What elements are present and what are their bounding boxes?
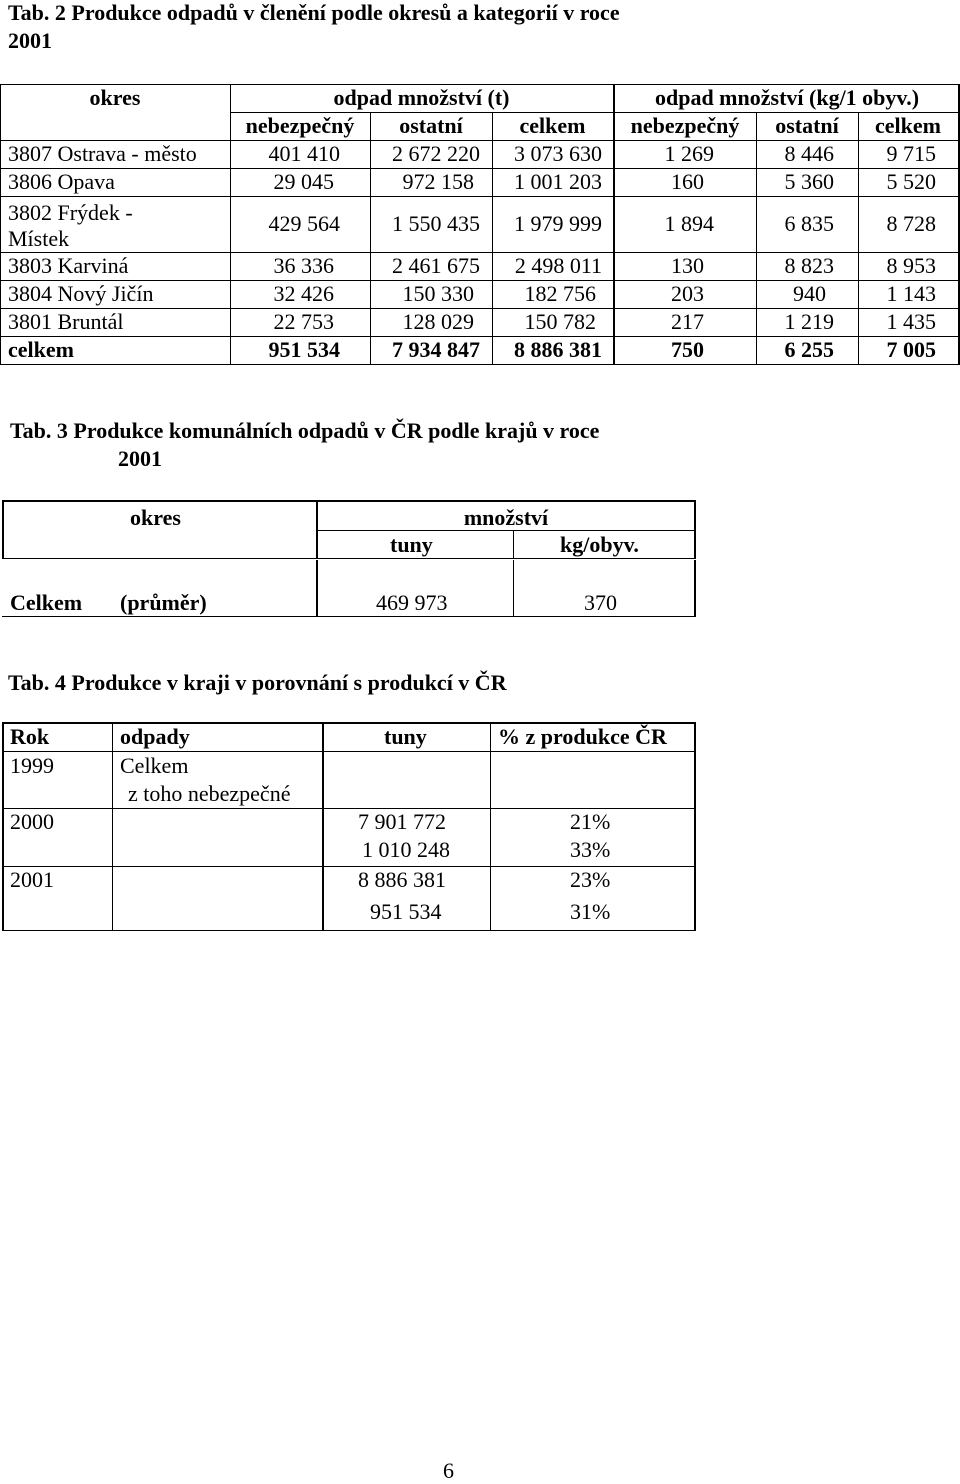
tab2-cell: 182 756 xyxy=(524,281,596,306)
tab4-percent: 31% xyxy=(570,899,611,924)
tab2-cell: 1 894 xyxy=(664,211,714,236)
tab3-title-line2: 2001 xyxy=(118,446,162,471)
tab2-total-label: celkem xyxy=(8,337,74,362)
tab4-title: Tab. 4 Produkce v kraji v porovnání s produkcí v ČR xyxy=(8,670,507,695)
tab2-subheader: nebezpečný xyxy=(245,113,355,138)
tab4-percent: 23% xyxy=(570,867,611,892)
tab2-header-group-tons: odpad množství (t) xyxy=(333,85,510,110)
tab4-tuny: 7 901 772 xyxy=(358,809,446,834)
tab2-cell: 217 xyxy=(671,309,704,334)
tab4-year-1999: 1999 xyxy=(10,753,54,778)
tab2-total-cell: 750 xyxy=(671,337,704,362)
tab2-header-okres: okres xyxy=(89,85,141,110)
tab2-total-cell: 951 534 xyxy=(268,337,340,362)
tab3-header-okres: okres xyxy=(130,505,181,530)
tab2-title-line1: Tab. 2 Produkce odpadů v členění podle okresů a kategorií v roce xyxy=(8,0,620,25)
tab3-header-mnozstvi: množství xyxy=(463,505,549,530)
tab2-row-okres: 3807 Ostrava - město xyxy=(8,141,197,166)
tab2-cell: 150 782 xyxy=(524,309,596,334)
tab3-row-tuny: 469 973 xyxy=(376,590,448,615)
tab2-cell: 5 360 xyxy=(784,169,834,194)
tab3-row-label-celkem: Celkem xyxy=(10,590,83,615)
tab2-header-group-kg: odpad množství (kg/1 obyv.) xyxy=(654,85,920,110)
tab2-cell: 401 410 xyxy=(268,141,340,166)
tab4-header-tuny: tuny xyxy=(384,724,427,749)
tab3-header-kg: kg/obyv. xyxy=(560,532,639,557)
tab2-cell: 2 461 675 xyxy=(392,253,480,278)
tab2-cell: 36 336 xyxy=(273,253,334,278)
tab2-cell: 203 xyxy=(671,281,704,306)
tab2-cell: 3 073 630 xyxy=(514,141,602,166)
tab2-cell: 972 158 xyxy=(402,169,474,194)
tab3-row-kg: 370 xyxy=(584,590,617,615)
tab2-cell: 8 953 xyxy=(886,253,936,278)
tab2-cell: 1 269 xyxy=(664,141,714,166)
tab2-title-line2: 2001 xyxy=(8,28,52,53)
tab3-title-line1: Tab. 3 Produkce komunálních odpadů v ČR podle krajů v roce xyxy=(10,418,600,443)
tab2-cell: 1 979 999 xyxy=(514,211,602,236)
tab2-cell: 1 550 435 xyxy=(392,211,480,236)
tab2-total-cell: 7 005 xyxy=(886,337,936,362)
tab2-cell: 1 143 xyxy=(886,281,936,306)
tab2-cell: 1 219 xyxy=(784,309,834,334)
tab2-cell: 9 715 xyxy=(886,141,936,166)
tab2-row-okres: 3801 Bruntál xyxy=(8,309,124,334)
tab2-cell: 2 672 220 xyxy=(392,141,480,166)
tab2-row-okres: 3806 Opava xyxy=(8,169,115,194)
tab4-percent: 33% xyxy=(570,837,611,862)
tab4-label-z-toho: z toho nebezpečné xyxy=(128,781,291,806)
tab4-tuny: 951 534 xyxy=(370,899,442,924)
tab2-cell: 8 446 xyxy=(784,141,834,166)
tab2-cell: 8 823 xyxy=(784,253,834,278)
tab2-total-cell: 6 255 xyxy=(784,337,834,362)
tab3-header-tuny: tuny xyxy=(390,532,433,557)
tab2-cell: 150 330 xyxy=(402,281,474,306)
tab3-row-label-prumer: (průměr) xyxy=(120,590,207,615)
tab2-total-cell: 8 886 381 xyxy=(514,337,602,362)
tab2-subheader: ostatní xyxy=(775,113,839,138)
tab2-cell: 128 029 xyxy=(402,309,474,334)
tab2-cell: 1 001 203 xyxy=(514,169,602,194)
tab2-cell: 130 xyxy=(671,253,704,278)
tab2-row-okres: 3803 Karviná xyxy=(8,253,129,278)
tab2-cell: 2 498 011 xyxy=(514,253,602,278)
tab4-label-celkem: Celkem xyxy=(120,753,189,778)
tab2-cell: 1 435 xyxy=(886,309,936,334)
tab2-subheader: ostatní xyxy=(399,113,463,138)
tab2-total-cell: 7 934 847 xyxy=(392,337,480,362)
tab2-subheader: celkem xyxy=(875,113,941,138)
tab4-tuny: 8 886 381 xyxy=(358,867,446,892)
tab4-tuny: 1 010 248 xyxy=(362,837,450,862)
tab2-row-okres-line2: Místek xyxy=(8,226,70,251)
tab2-cell: 6 835 xyxy=(784,211,834,236)
tab4-year-2001: 2001 xyxy=(10,867,54,892)
tab2-cell: 32 426 xyxy=(273,281,334,306)
page-number: 6 xyxy=(443,1458,454,1483)
tab2-cell: 29 045 xyxy=(273,169,334,194)
tab4-header-percent: % z produkce ČR xyxy=(498,724,667,749)
tab2-cell: 22 753 xyxy=(273,309,334,334)
tab4-year-2000: 2000 xyxy=(10,809,54,834)
tab2-row-okres: 3804 Nový Jičín xyxy=(8,281,154,306)
tab4-header-rok: Rok xyxy=(10,724,50,749)
tab2-cell: 160 xyxy=(671,169,704,194)
tab2-cell: 5 520 xyxy=(886,169,936,194)
tab2-cell: 940 xyxy=(793,281,826,306)
tab2-cell: 8 728 xyxy=(886,211,936,236)
tab2-cell: 429 564 xyxy=(268,211,340,236)
tab2-subheader: celkem xyxy=(519,113,586,138)
tab4-percent: 21% xyxy=(570,809,611,834)
tab2-subheader: nebezpečný xyxy=(630,113,740,138)
tab2-row-okres-line1: 3802 Frýdek - xyxy=(8,200,133,225)
tab4-header-odpady: odpady xyxy=(120,724,190,749)
